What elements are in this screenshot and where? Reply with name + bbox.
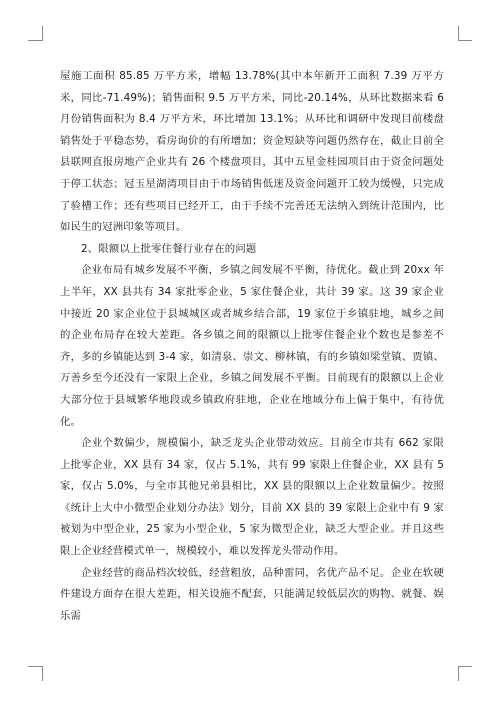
- crop-mark-bottom-right-h: [458, 666, 472, 667]
- paragraph: 企业经营的商品档次较低，经营粗放，品种雷同，名优产品不足。企业在软硬件建设方面存在很大差距，相关设施不配套，只能满足较低层次的购物、就餐、娱乐需: [60, 566, 444, 622]
- crop-mark-bottom-left-h: [28, 666, 42, 667]
- paragraph: 企业布局有城乡发展不平衡，乡镇之间发展不平衡，待优化。截止到 20xx 年上半年，XX 县共有 34 家批零企业，5 家住餐企业，共计 39 家。这 39 家企业中接近 20 家企业位于县城城区或者城乡结合部，19 家位于乡镇驻地，城乡之间的企业布局存在较大差距。各乡镇之间的限额以上批零住餐企业个数也是参差不齐，多的乡镇能达到 3-4 家，如清泉、崇文、柳林镇，有的乡镇如梁堂镇、贾镇、万善乡至今还没有一家限上企业，乡镇之间发展不平衡。目前现有的限额以上企业大部分位于县城繁华地段或乡镇政府驻地，企业在地域分布上偏于集中，有待优化。: [60, 264, 444, 428]
- crop-mark-top-left-v: [42, 26, 43, 41]
- crop-mark-top-right-h: [458, 40, 472, 41]
- crop-mark-bottom-left-v: [42, 666, 43, 681]
- paragraph-continuation: 屋施工面积 85.85 万平方米，增幅 13.78%(其中本年新开工面积 7.39 万平方米，同比-71.49%)；销售面积 9.5 万平方米，同比-20.14%，从环比数据来看 6 月份销售面积为 8.4 万平方米，环比增加 13.1%；从环比和调研中发现目前楼盘销售处于平稳态势，看房询价的有所增加；资金短缺等问题仍然存在，截止目前全县联网直报房地产企业共有 26 个楼盘项目，其中五星金桂园项目由于资金问题处于停工状态；冠玉星湖湾项目由于市场销售低迷及资金问题开工较为缓慢，只完成了验槽工作；还有些项目已经开工，由于手续不完善还无法纳入到统计范围内，比如民生的冠洲印象等项目。: [60, 70, 444, 234]
- crop-mark-top-left-h: [28, 40, 42, 41]
- crop-mark-bottom-right-v: [458, 666, 459, 681]
- paragraph: 企业个数偏少，规模偏小，缺乏龙头企业带动效应。目前全市共有 662 家限上批零企业，XX 县有 34 家，仅占 5.1%，共有 99 家限上住餐企业，XX 县有 5 家，仅占 5.0%，与全市其他兄弟县相比，XX 县的限额以上企业数量偏少。按照《统计上大中小微型企业划分办法》划分，目前 XX 县的 39 家限上企业中有 9 家被划为中型企业，25 家为小型企业，5 家为微型企业，缺乏大型企业。并且这些限上企业经营模式单一，规模较小，难以发挥龙头带动作用。: [60, 437, 444, 558]
- section-heading: 2、限额以上批零住餐行业存在的问题: [81, 242, 257, 255]
- document-body: [60, 66, 444, 627]
- crop-mark-top-right-v: [458, 26, 459, 41]
